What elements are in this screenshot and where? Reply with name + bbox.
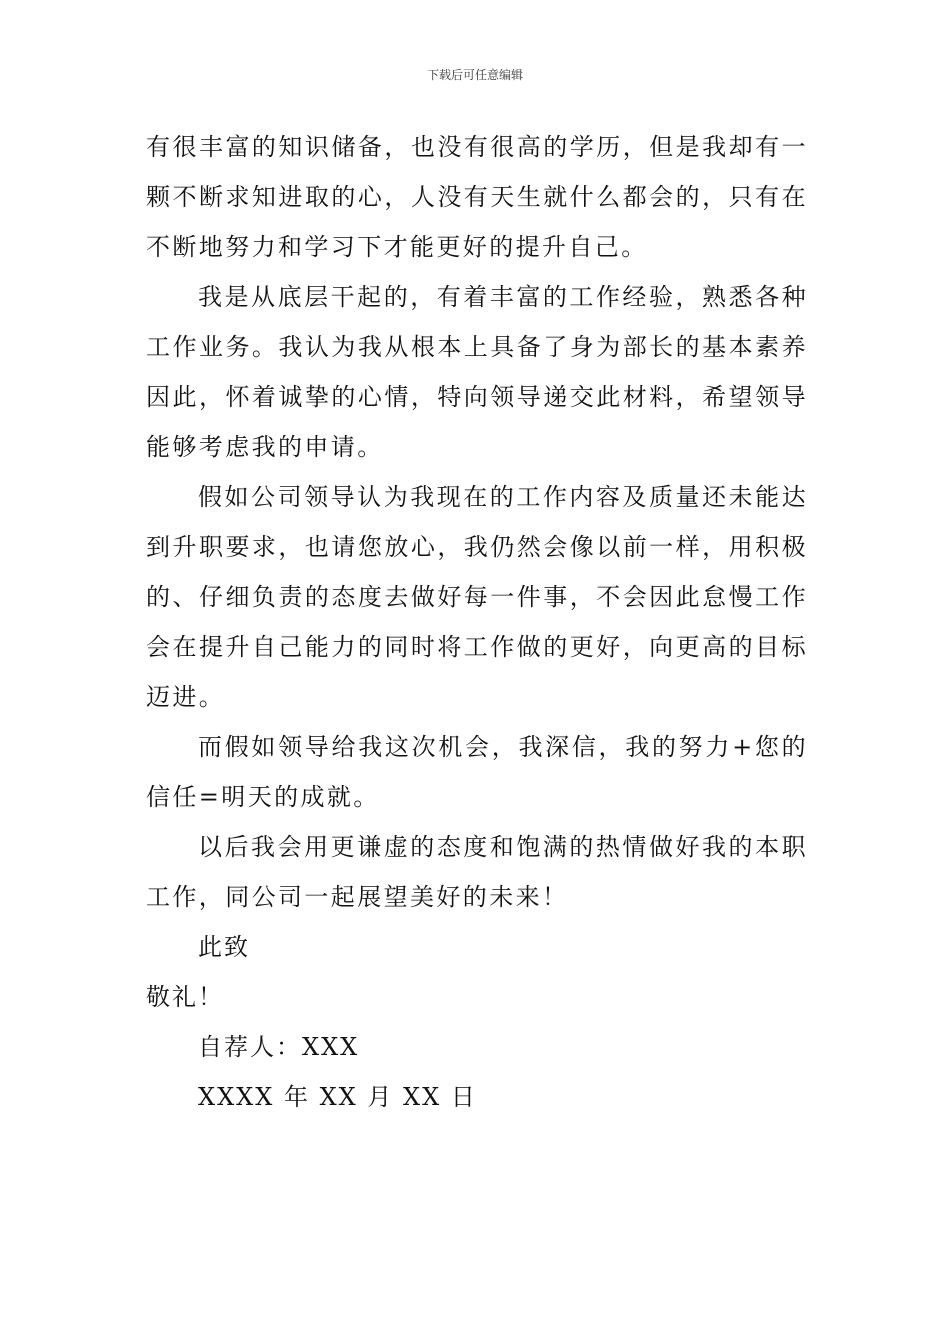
letter-body <box>146 122 808 1122</box>
paragraph-1: 有很丰富的知识储备，也没有很高的学历，但是我却有一颗不断求知进取的心，人没有天生就什么都会的，只有在不断地努力和学习下才能更好的提升自己。 <box>146 133 808 261</box>
paragraph-4: 而假如领导给我这次机会，我深信，我的努力+您的信任=明天的成就。 <box>146 733 808 811</box>
paragraph-5: 以后我会用更谦虚的态度和饱满的热情做好我的本职工作，同公司一起展望美好的未来！ <box>146 833 808 911</box>
date: XXXX 年 XX 月 XX 日 <box>198 1083 477 1111</box>
signer: 自荐人：XXX <box>198 1033 360 1061</box>
salutation: 此致 <box>198 933 250 961</box>
paragraph-2: 我是从底层干起的，有着丰富的工作经验，熟悉各种工作业务。我认为我从根本上具备了身为部长的基本素养因此，怀着诚挚的心情，特向领导递交此材料，希望领导能够考虑我的申请。 <box>146 283 808 461</box>
regards: 敬礼！ <box>146 983 224 1011</box>
page-header: 下载后可任意编辑 <box>426 68 523 82</box>
paragraph-3: 假如公司领导认为我现在的工作内容及质量还未能达到升职要求，也请您放心，我仍然会像以前一样，用积极的、仔细负责的态度去做好每一件事，不会因此怠慢工作会在提升自己能力的同时将工作做的更好，向更高的目标迈进。 <box>146 483 808 711</box>
